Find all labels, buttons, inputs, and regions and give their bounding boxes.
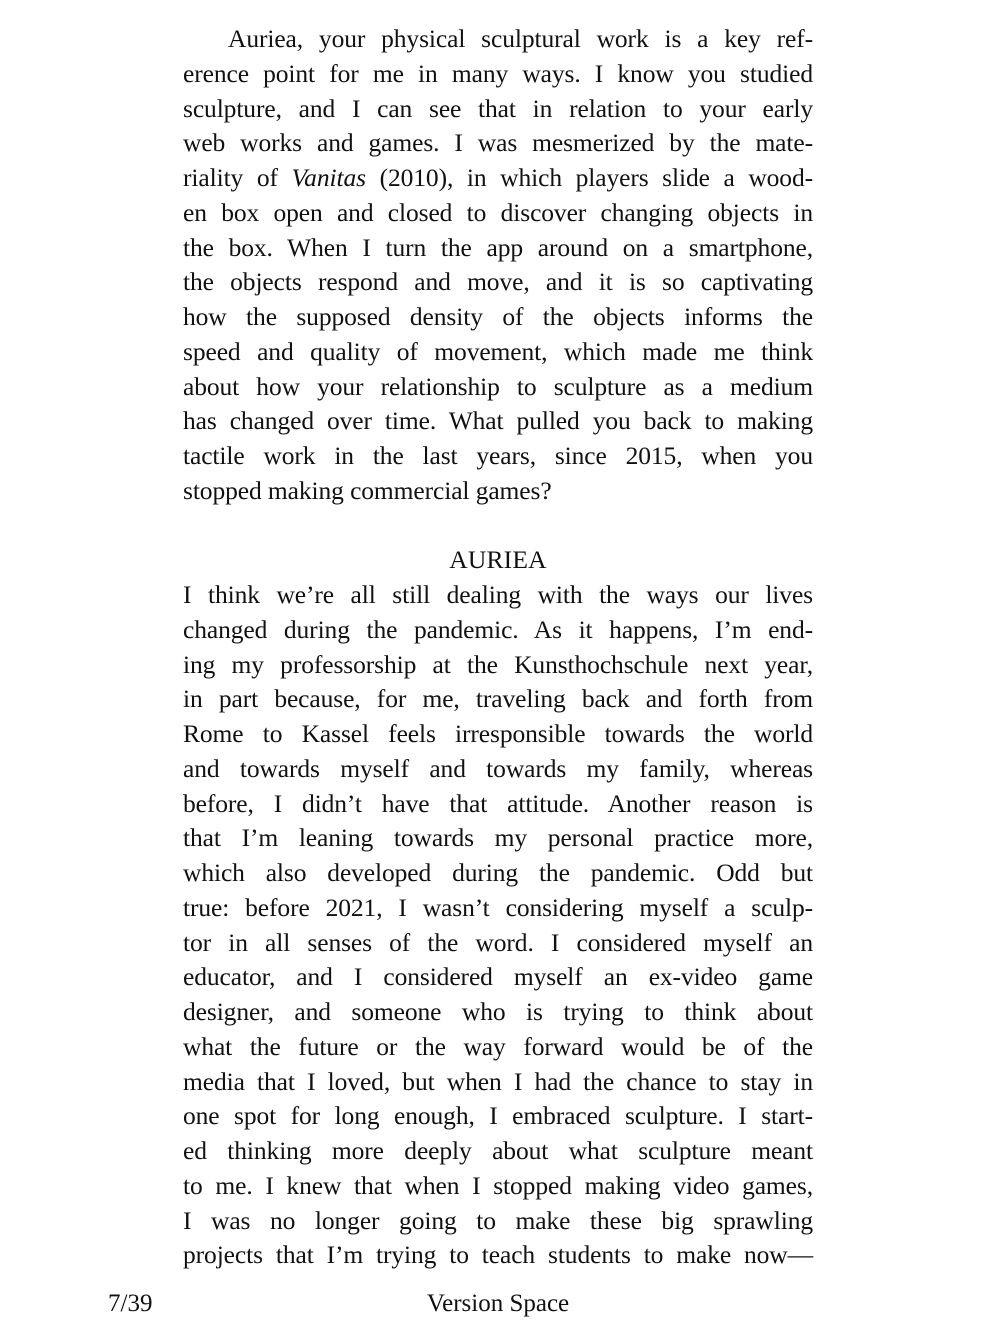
text-fragment: (2010), in which players slide a wood- bbox=[365, 163, 813, 192]
question-paragraph bbox=[183, 22, 813, 509]
text-line: I think we’re all still dealing with the ways our lives bbox=[183, 580, 813, 609]
text-line: which also developed during the pandemic. Odd but bbox=[183, 858, 813, 887]
text-line: educator, and I considered myself an ex-video game bbox=[183, 962, 813, 992]
text-line: ing my professorship at the Kunsthochschule next year, bbox=[183, 649, 813, 679]
text-line: tactile work in the last years, since 2015, when you bbox=[183, 441, 813, 470]
text-line: has changed over time. What pulled you back to making bbox=[183, 406, 813, 436]
text-line: what the future or the way forward would be of the bbox=[183, 1031, 813, 1061]
text-line: to me. I knew that when I stopped making video games, bbox=[183, 1170, 813, 1200]
text-line: changed during the pandemic. As it happens, I’m end- bbox=[183, 614, 813, 644]
text-line: the box. When I turn the app around on a smartphone, bbox=[183, 232, 813, 262]
text-line: stopped making commercial games? bbox=[183, 475, 552, 505]
text-line: in part because, for me, traveling back and forth from bbox=[183, 684, 813, 714]
text-line: and towards myself and towards my family, whereas bbox=[183, 753, 813, 783]
page-number: 7/39 bbox=[108, 1290, 153, 1317]
text-line: I was no longer going to make these big sprawling bbox=[183, 1205, 813, 1235]
text-line: en box open and closed to discover changing objects in bbox=[183, 197, 813, 227]
text-line: true: before 2021, I wasn’t considering myself a sculp- bbox=[183, 892, 813, 922]
text-line: ed thinking more deeply about what sculpture meant bbox=[183, 1136, 813, 1165]
text-line: tor in all senses of the word. I considered myself an bbox=[183, 927, 813, 957]
text-line: erence point for me in many ways. I know you studied bbox=[183, 58, 813, 88]
text-line: speed and quality of movement, which made me think bbox=[183, 336, 813, 366]
text-line: sculpture, and I can see that in relation to your early bbox=[183, 93, 813, 123]
text-line: the objects respond and move, and it is so captivating bbox=[183, 267, 813, 297]
text-line: web works and games. I was mesmerized by the mate- bbox=[183, 128, 813, 158]
running-footer-title: Version Space bbox=[426, 1290, 570, 1317]
text-line: Rome to Kassel feels irresponsible towards the world bbox=[183, 719, 813, 748]
work-title-vanitas: Vanitas bbox=[291, 163, 366, 192]
answer-paragraph bbox=[183, 578, 813, 1273]
text-line: one spot for long enough, I embraced sculpture. I start- bbox=[183, 1101, 813, 1131]
text-line: designer, and someone who is trying to think about bbox=[183, 997, 813, 1026]
speaker-name: AURIEA bbox=[449, 545, 547, 575]
text-line: projects that I’m trying to teach students to make now— bbox=[183, 1240, 813, 1270]
text-line: media that I loved, but when I had the chance to stay in bbox=[183, 1066, 813, 1096]
paragraph-spacer bbox=[183, 509, 813, 544]
text-line: Auriea, your physical sculptural work is a key ref- bbox=[228, 24, 813, 53]
text-line: before, I didn’t have that attitude. Another reason is bbox=[183, 788, 813, 818]
text-line: about how your relationship to sculpture as a medium bbox=[183, 371, 813, 401]
page-body bbox=[183, 22, 813, 1273]
text-line: that I’m leaning towards my personal practice more, bbox=[183, 823, 813, 853]
text-fragment: riality of bbox=[183, 163, 292, 192]
text-line: how the supposed density of the objects informs the bbox=[183, 302, 813, 331]
text-line-with-title bbox=[183, 161, 813, 196]
